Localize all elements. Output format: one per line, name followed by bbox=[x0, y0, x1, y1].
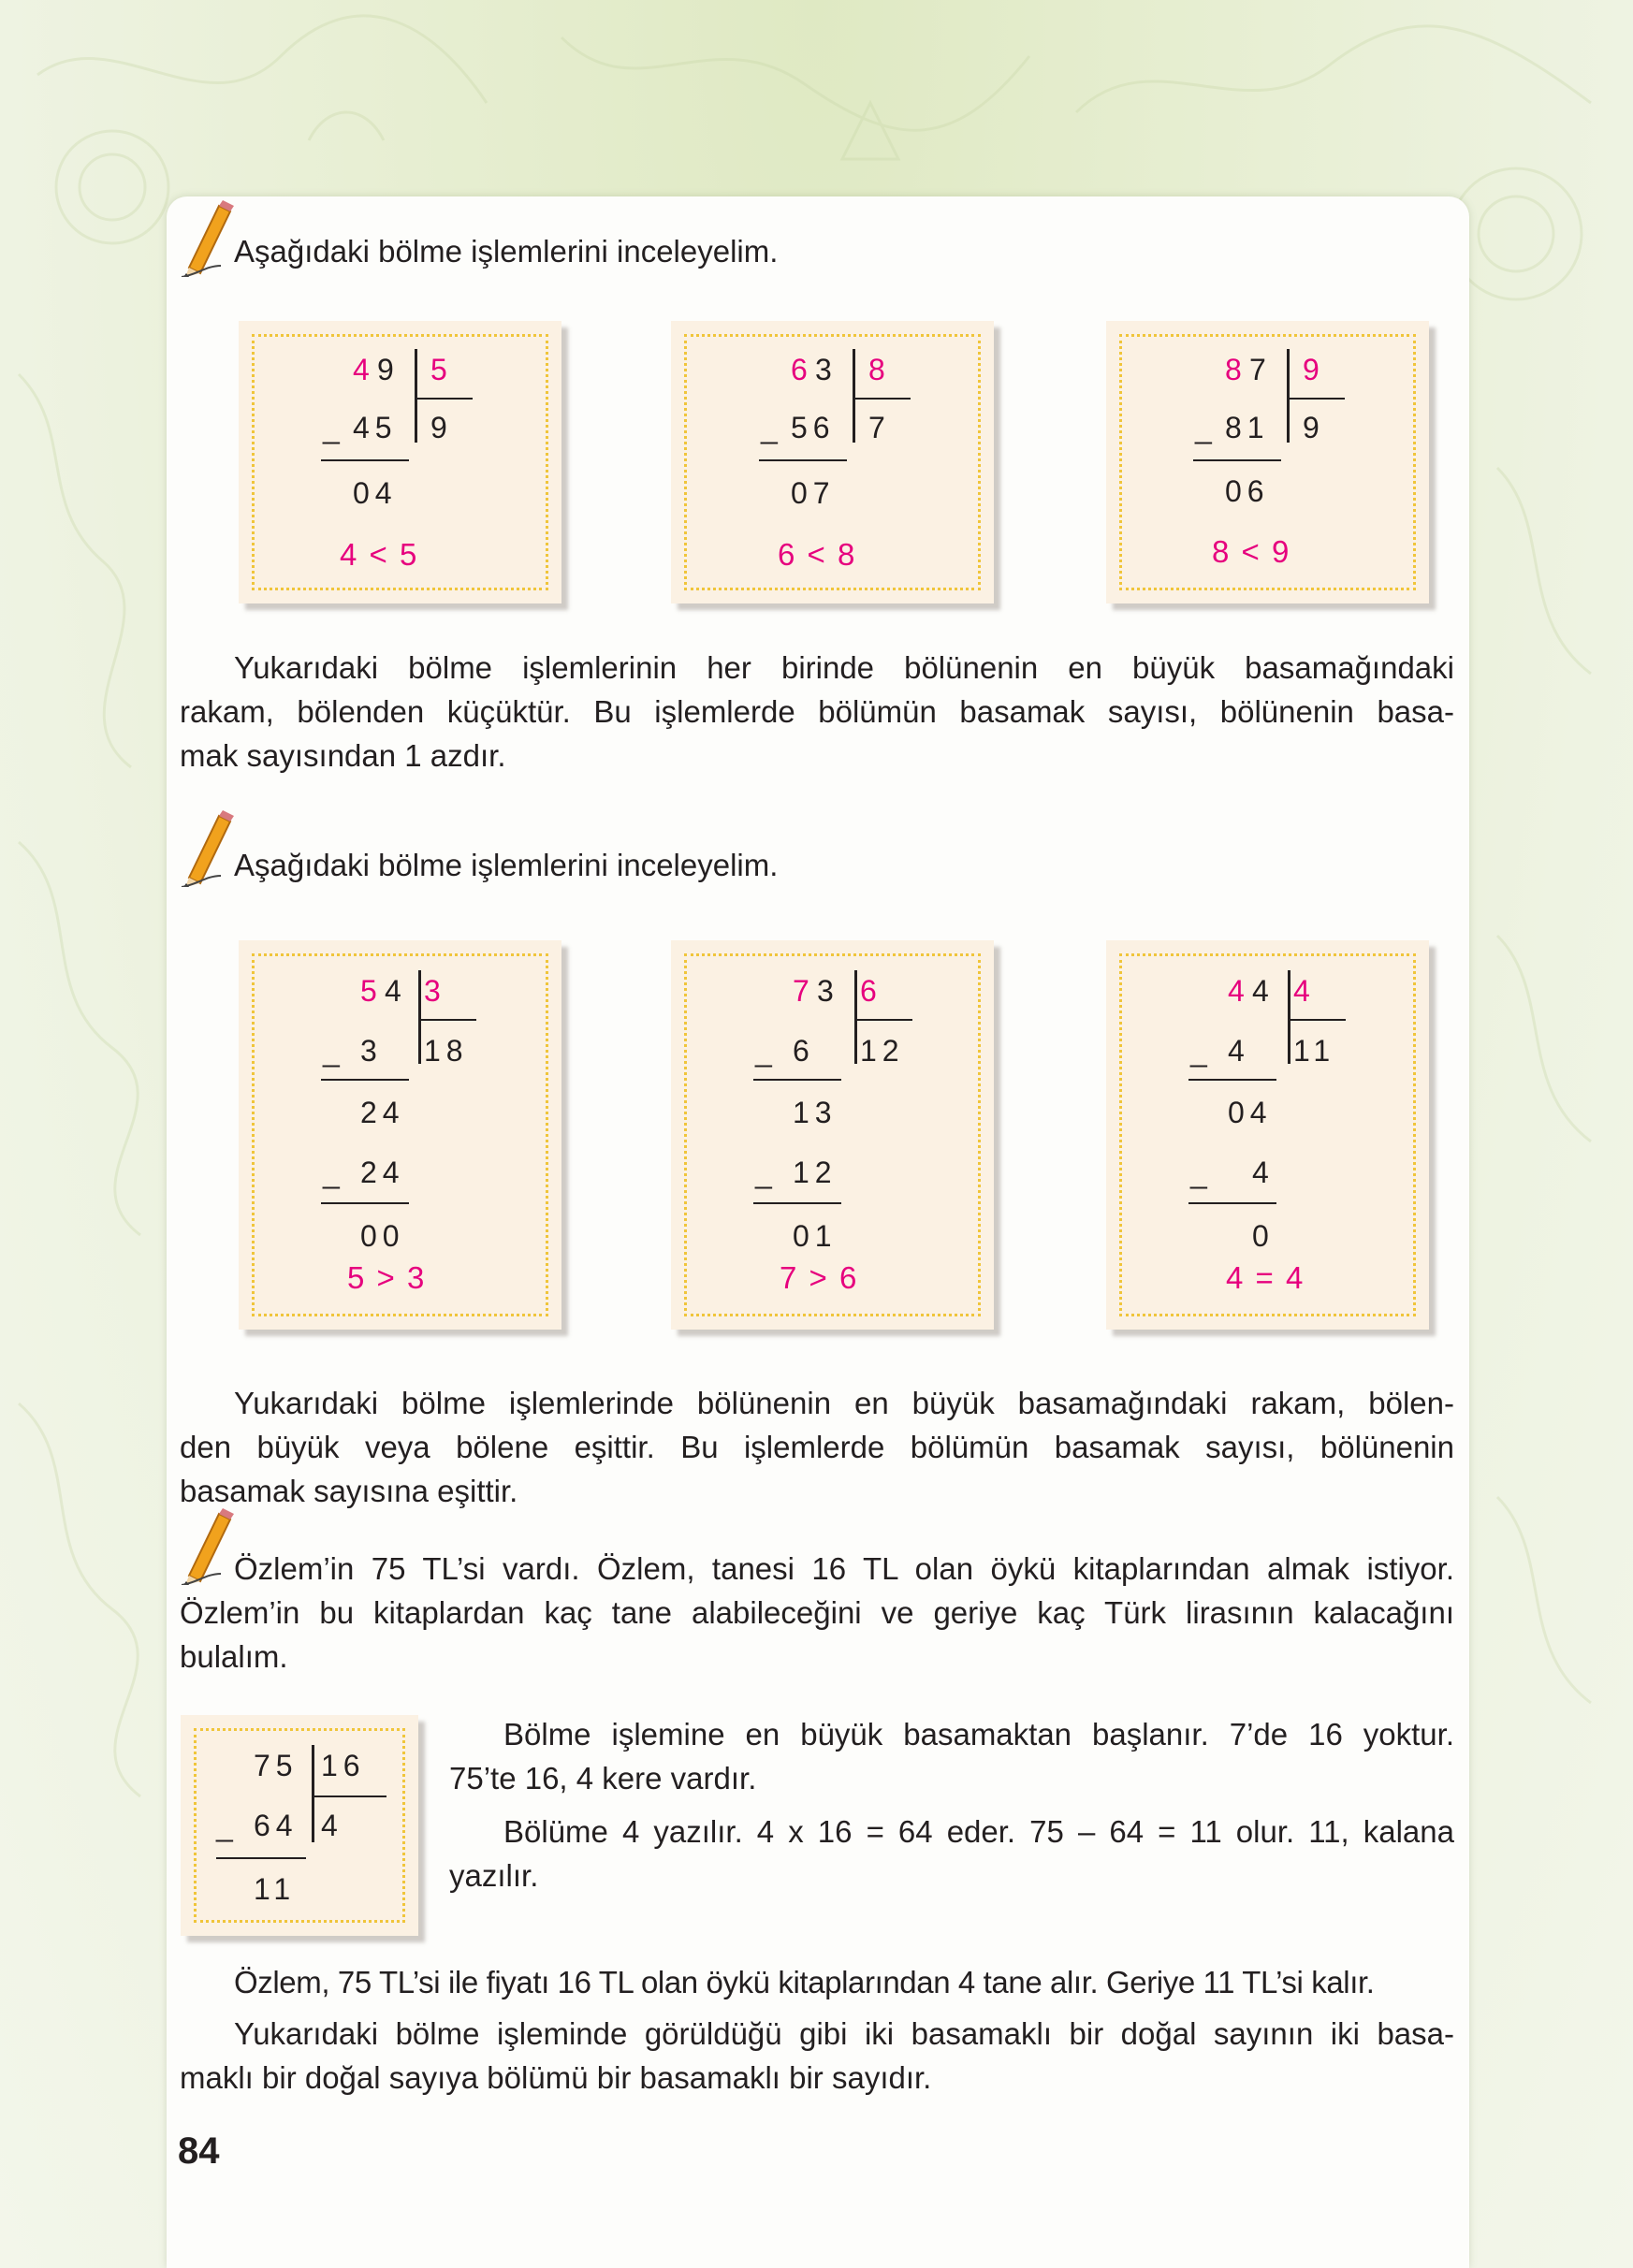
divisor: 5 bbox=[430, 353, 453, 386]
subtrahend: 4 bbox=[1228, 1034, 1250, 1068]
minus-sign: _ bbox=[323, 1156, 340, 1189]
subtrahend: 45 bbox=[353, 411, 398, 444]
quotient: 9 bbox=[1303, 411, 1325, 444]
section1-explanation bbox=[180, 646, 1454, 778]
text-line: rakam, bölenden küçüktür. Bu işlemlerde bölümün basamak sayısı, bölünenin basa- bbox=[180, 694, 1454, 729]
quotient: 11 bbox=[1293, 1034, 1336, 1068]
division-card bbox=[181, 1715, 418, 1936]
subtrahend: 3 bbox=[360, 1034, 383, 1068]
quotient: 12 bbox=[860, 1034, 905, 1068]
minus-sign: _ bbox=[755, 1034, 772, 1068]
division-card bbox=[1106, 940, 1429, 1330]
final-note bbox=[180, 2012, 1454, 2100]
minus-sign: _ bbox=[323, 411, 340, 444]
dividend-digit: 9 bbox=[377, 353, 400, 386]
dividend-digit: 4 bbox=[385, 974, 407, 1008]
remainder: 01 bbox=[793, 1219, 838, 1253]
text-line: den büyük veya bölene eşittir. Bu işlemlerde bölümün basamak sayısı, bölünenin bbox=[180, 1430, 1454, 1464]
comparison: 4 = 4 bbox=[1226, 1260, 1305, 1295]
comparison: 6 < 8 bbox=[778, 537, 857, 572]
text-line: Bölme işlemine en büyük basamaktan başlanır. 7’de 16 yoktur. bbox=[503, 1717, 1454, 1752]
remainder: 04 bbox=[353, 476, 398, 510]
division-card bbox=[239, 940, 561, 1330]
dividend-digit: 4 bbox=[1228, 974, 1250, 1008]
quotient: 4 bbox=[321, 1809, 343, 1842]
page-number: 84 bbox=[178, 2130, 220, 2172]
divisor: 8 bbox=[868, 353, 891, 386]
text-line: Yukarıdaki bölme işlemlerinde bölünenin en büyük basamağındaki rakam, bölen- bbox=[234, 1386, 1454, 1420]
division-card bbox=[1106, 321, 1429, 603]
remainder: 07 bbox=[791, 476, 836, 510]
subtrahend: 56 bbox=[791, 411, 836, 444]
dividend-digit: 5 bbox=[360, 974, 383, 1008]
text-line: Yukarıdaki bölme işlemlerinin her birinde bölünenin en büyük basamağındaki bbox=[234, 650, 1454, 685]
remainder: 0 bbox=[1252, 1219, 1275, 1253]
dividend-digit: 7 bbox=[1249, 353, 1272, 386]
minus-sign: _ bbox=[1195, 411, 1212, 444]
problem-statement bbox=[180, 1547, 1454, 1679]
subtrahend: 12 bbox=[793, 1156, 838, 1189]
divisor: 3 bbox=[424, 974, 446, 1008]
section2-heading: Aşağıdaki bölme işlemlerini inceleyelim. bbox=[234, 848, 779, 882]
division-card bbox=[671, 940, 994, 1330]
text-line: basamak sayısına eşittir. bbox=[180, 1474, 518, 1508]
partial-dividend: 04 bbox=[1228, 1096, 1273, 1129]
remainder: 06 bbox=[1225, 474, 1270, 508]
text-line: 75’te 16, 4 kere vardır. bbox=[449, 1761, 757, 1796]
divisor: 6 bbox=[860, 974, 882, 1008]
text-line: Özlem, 75 TL’si ile fiyatı 16 TL olan öykü kitaplarından 4 tane alır. Geriye 11 TL’si kalır. bbox=[234, 1965, 1375, 1999]
division-card bbox=[671, 321, 994, 603]
remainder: 11 bbox=[254, 1872, 297, 1906]
minus-sign: _ bbox=[1190, 1034, 1207, 1068]
text-line: Bölüme 4 yazılır. 4 x 16 = 64 eder. 75 – 64 = 11 olur. 11, kalana bbox=[503, 1814, 1454, 1849]
text-line: Özlem’in 75 TL’si vardı. Özlem, tanesi 16 TL olan öykü kitaplarından almak istiyor. bbox=[234, 1551, 1454, 1586]
minus-sign: _ bbox=[216, 1809, 233, 1842]
divisor: 9 bbox=[1303, 353, 1325, 386]
explanation-step2 bbox=[449, 1810, 1454, 1897]
section2-explanation bbox=[180, 1381, 1454, 1513]
dividend-digit: 4 bbox=[1252, 974, 1275, 1008]
quotient: 7 bbox=[868, 411, 891, 444]
quotient: 9 bbox=[430, 411, 453, 444]
dividend-digit: 4 bbox=[353, 353, 375, 386]
dividend-digit: 8 bbox=[1225, 353, 1247, 386]
remainder: 00 bbox=[360, 1219, 405, 1253]
minus-sign: _ bbox=[761, 411, 778, 444]
subtrahend: 81 bbox=[1225, 411, 1270, 444]
dividend-digit: 6 bbox=[791, 353, 813, 386]
subtrahend: 24 bbox=[360, 1156, 405, 1189]
comparison: 4 < 5 bbox=[340, 537, 419, 572]
text-line: Özlem’in bu kitaplardan kaç tane alabileceğini ve geriye kaç Türk lirasının kalacağını bbox=[180, 1595, 1454, 1630]
divisor: 16 bbox=[321, 1749, 366, 1782]
section1-heading: Aşağıdaki bölme işlemlerini inceleyelim. bbox=[234, 234, 779, 269]
pencil-icon bbox=[178, 200, 234, 277]
divisor: 4 bbox=[1293, 974, 1316, 1008]
minus-sign: _ bbox=[755, 1156, 772, 1189]
text-line: yazılır. bbox=[449, 1858, 539, 1893]
comparison: 8 < 9 bbox=[1212, 534, 1291, 569]
dividend-digit: 3 bbox=[815, 353, 838, 386]
conclusion bbox=[234, 1960, 1454, 2004]
quotient: 18 bbox=[424, 1034, 469, 1068]
text-line: maklı bir doğal sayıya bölümü bir basamaklı bir sayıdır. bbox=[180, 2060, 932, 2095]
partial-dividend: 13 bbox=[793, 1096, 838, 1129]
subtrahend: 6 bbox=[793, 1034, 815, 1068]
division-card bbox=[239, 321, 561, 603]
partial-dividend: 24 bbox=[360, 1096, 405, 1129]
minus-sign: _ bbox=[1190, 1156, 1207, 1189]
minus-sign: _ bbox=[323, 1034, 340, 1068]
subtrahend: 4 bbox=[1252, 1156, 1275, 1189]
subtrahend: 64 bbox=[254, 1809, 299, 1842]
explanation-step1 bbox=[449, 1712, 1454, 1800]
dividend-digit: 7 bbox=[793, 974, 815, 1008]
text-line: bulalım. bbox=[180, 1639, 288, 1674]
comparison: 5 > 3 bbox=[347, 1260, 427, 1295]
pencil-icon bbox=[178, 810, 234, 887]
dividend-digit: 3 bbox=[817, 974, 839, 1008]
text-line: Yukarıdaki bölme işleminde görüldüğü gibi iki basamaklı bir doğal sayının iki basa- bbox=[234, 2016, 1454, 2051]
comparison: 7 > 6 bbox=[780, 1260, 859, 1295]
dividend: 75 bbox=[254, 1749, 299, 1782]
text-line: mak sayısından 1 azdır. bbox=[180, 738, 506, 773]
